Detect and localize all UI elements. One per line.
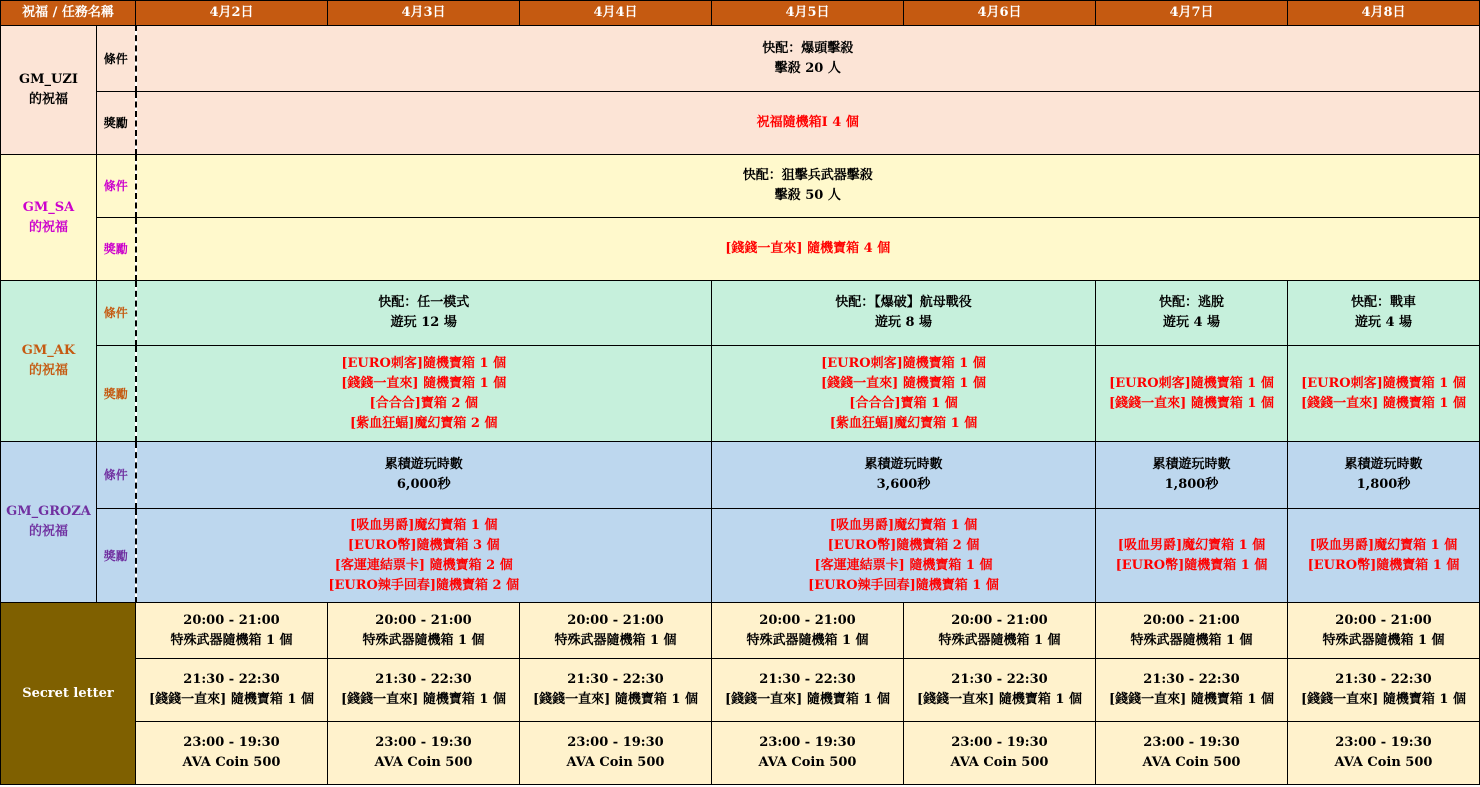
groza-reward-1-item: [吸血男爵]魔幻寶箱 1 個 bbox=[350, 517, 498, 533]
secret-slot1-apr5 bbox=[712, 603, 904, 659]
ak-condition-1-line1: 快配：任一模式 bbox=[378, 295, 470, 310]
ak-reward-3-item: [EURO刺客]隨機寶箱 1 個 bbox=[1109, 375, 1274, 391]
slot-time: 21:30 - 22:30 bbox=[375, 672, 472, 687]
groza-reward-apr5-6 bbox=[712, 509, 1096, 603]
ak-reward-apr8 bbox=[1288, 346, 1480, 442]
groza-condition-1-line1: 累積遊玩時數 bbox=[384, 457, 463, 472]
groza-reward-1-item: [EURO幣]隨機寶箱 3 個 bbox=[347, 537, 500, 553]
slot-time: 20:00 - 21:00 bbox=[1335, 612, 1432, 628]
sa-name-line1: GM_SA bbox=[22, 199, 75, 215]
sa-condition-line1: 快配：狙擊兵武器擊殺 bbox=[742, 168, 873, 183]
ak-reward-2-item: [合合合]寶箱 1 個 bbox=[849, 395, 958, 411]
uzi-condition-line2: 擊殺 20 人 bbox=[774, 60, 841, 76]
slot-reward: 特殊武器隨機箱 1 個 bbox=[746, 632, 869, 648]
groza-reward-2-item: [EURO幣]隨機寶箱 2 個 bbox=[827, 537, 980, 553]
slot-reward: AVA Coin 500 bbox=[374, 755, 473, 770]
slot-reward: 特殊武器隨機箱 1 個 bbox=[362, 632, 485, 648]
slot-reward: 特殊武器隨機箱 1 個 bbox=[1322, 632, 1445, 648]
uzi-condition bbox=[136, 26, 1480, 92]
uzi-reward: 祝福隨機箱I 4 個 bbox=[136, 92, 1480, 155]
groza-reward-label: 獎勵 bbox=[97, 509, 136, 603]
slot-reward: 特殊武器隨機箱 1 個 bbox=[554, 632, 677, 648]
uzi-name-line2: 的祝福 bbox=[28, 92, 68, 107]
ak-condition-3-line1: 快配：逃脫 bbox=[1158, 295, 1224, 310]
secret-slot1-apr3 bbox=[328, 603, 520, 659]
ak-reward-1-item: [錢錢一直來] 隨機寶箱 1 個 bbox=[341, 375, 507, 391]
groza-reward-3-item: [EURO幣]隨機寶箱 1 個 bbox=[1115, 557, 1268, 573]
ak-condition-2-line2: 遊玩 8 場 bbox=[874, 315, 933, 330]
groza-reward-3-item: [吸血男爵]魔幻寶箱 1 個 bbox=[1117, 537, 1266, 553]
ak-blessing-name bbox=[1, 281, 97, 442]
date-header-apr2: 4月2日 bbox=[136, 1, 328, 26]
secret-slot1-apr6 bbox=[904, 603, 1096, 659]
groza-condition-apr2-4 bbox=[136, 442, 712, 509]
groza-condition-label: 條件 bbox=[97, 442, 136, 509]
groza-condition-3-line2: 1,800秒 bbox=[1164, 477, 1219, 492]
secret-slot2-apr7 bbox=[1096, 659, 1288, 722]
slot-reward: AVA Coin 500 bbox=[182, 755, 281, 770]
secret-slot3-apr4 bbox=[520, 722, 712, 785]
ak-reward-apr2-4 bbox=[136, 346, 712, 442]
slot-time: 21:30 - 22:30 bbox=[951, 672, 1048, 687]
uzi-blessing-name bbox=[1, 26, 97, 155]
groza-name-line1: GM_GROZA bbox=[6, 504, 91, 519]
uzi-condition-line1: 快配：爆頭擊殺 bbox=[762, 40, 854, 56]
sa-condition-line2: 擊殺 50 人 bbox=[774, 188, 841, 203]
slot-time: 23:00 - 19:30 bbox=[375, 735, 472, 750]
slot-reward: AVA Coin 500 bbox=[950, 755, 1049, 770]
secret-slot2-apr6 bbox=[904, 659, 1096, 722]
slot-time: 20:00 - 21:00 bbox=[183, 612, 280, 628]
sa-blessing-name bbox=[1, 155, 97, 281]
slot-time: 23:00 - 19:30 bbox=[951, 735, 1048, 750]
uzi-condition-label: 條件 bbox=[97, 26, 136, 92]
date-header-apr8: 4月8日 bbox=[1288, 1, 1480, 26]
slot-reward: 特殊武器隨機箱 1 個 bbox=[938, 632, 1061, 648]
slot-time: 20:00 - 21:00 bbox=[951, 612, 1048, 628]
slot-time: 23:00 - 19:30 bbox=[759, 735, 856, 750]
sa-condition-row bbox=[1, 155, 1480, 218]
groza-reward-2-item: [客運連結票卡] 隨機寶箱 1 個 bbox=[814, 557, 993, 573]
groza-condition-4-line2: 1,800秒 bbox=[1356, 477, 1411, 492]
secret-slot3-apr2 bbox=[136, 722, 328, 785]
groza-reward-apr8 bbox=[1288, 509, 1480, 603]
slot-reward: 特殊武器隨機箱 1 個 bbox=[1130, 632, 1253, 648]
groza-blessing-name bbox=[1, 442, 97, 603]
ak-name-line1: GM_AK bbox=[21, 343, 76, 358]
groza-name-line2: 的祝福 bbox=[28, 524, 68, 539]
ak-reward-1-item: [紫血狂蝠]魔幻寶箱 2 個 bbox=[350, 415, 498, 431]
secret-slot2-apr3 bbox=[328, 659, 520, 722]
slot-reward: [錢錢一直來] 隨機寶箱 1 個 bbox=[149, 692, 314, 707]
sa-name-line2: 的祝福 bbox=[28, 219, 68, 235]
slot-time: 21:30 - 22:30 bbox=[567, 672, 664, 687]
ak-reward-row bbox=[1, 346, 1480, 442]
secret-slot1-apr4 bbox=[520, 603, 712, 659]
groza-reward-1-item: [客運連結票卡] 隨機寶箱 2 個 bbox=[334, 557, 513, 573]
ak-condition-apr5-6 bbox=[712, 281, 1096, 346]
groza-condition-apr7 bbox=[1096, 442, 1288, 509]
slot-reward: [錢錢一直來] 隨機寶箱 1 個 bbox=[917, 692, 1082, 707]
ak-reward-4-item: [錢錢一直來] 隨機寶箱 1 個 bbox=[1301, 395, 1466, 411]
date-header-apr4: 4月4日 bbox=[520, 1, 712, 26]
groza-reward-apr7 bbox=[1096, 509, 1288, 603]
slot-reward: AVA Coin 500 bbox=[758, 755, 857, 770]
secret-slot1-apr8 bbox=[1288, 603, 1480, 659]
secret-slot3-row bbox=[1, 722, 1480, 785]
slot-time: 21:30 - 22:30 bbox=[759, 672, 856, 687]
secret-slot3-apr3 bbox=[328, 722, 520, 785]
slot-time: 23:00 - 19:30 bbox=[567, 735, 664, 750]
ak-name-line2: 的祝福 bbox=[28, 363, 68, 378]
slot-time: 20:00 - 21:00 bbox=[375, 612, 472, 628]
ak-reward-label: 獎勵 bbox=[97, 346, 136, 442]
secret-slot3-apr6 bbox=[904, 722, 1096, 785]
groza-reward-row bbox=[1, 509, 1480, 603]
groza-reward-2-item: [EURO辣手回春]隨機寶箱 1 個 bbox=[808, 577, 999, 593]
slot-time: 21:30 - 22:30 bbox=[1143, 672, 1240, 687]
groza-condition-2-line1: 累積遊玩時數 bbox=[864, 457, 943, 472]
groza-condition-4-line1: 累積遊玩時數 bbox=[1344, 457, 1423, 472]
slot-time: 23:00 - 19:30 bbox=[183, 735, 280, 750]
ak-condition-apr7 bbox=[1096, 281, 1288, 346]
sa-condition-label: 條件 bbox=[97, 155, 136, 218]
secret-slot1-row bbox=[1, 603, 1480, 659]
slot-reward: [錢錢一直來] 隨機寶箱 1 個 bbox=[341, 692, 506, 707]
ak-reward-2-item: [紫血狂蝠]魔幻寶箱 1 個 bbox=[829, 415, 978, 431]
ak-condition-apr2-4 bbox=[136, 281, 712, 346]
sa-reward-label: 獎勵 bbox=[97, 218, 136, 281]
slot-reward: [錢錢一直來] 隨機寶箱 1 個 bbox=[533, 692, 698, 707]
date-header-apr5: 4月5日 bbox=[712, 1, 904, 26]
secret-slot1-apr2 bbox=[136, 603, 328, 659]
ak-reward-1-item: [EURO刺客]隨機寶箱 1 個 bbox=[341, 355, 507, 371]
groza-reward-4-item: [吸血男爵]魔幻寶箱 1 個 bbox=[1309, 537, 1458, 553]
slot-reward: AVA Coin 500 bbox=[1334, 755, 1433, 770]
date-header-apr6: 4月6日 bbox=[904, 1, 1096, 26]
ak-condition-3-line2: 遊玩 4 場 bbox=[1162, 315, 1221, 330]
groza-condition-3-line1: 累積遊玩時數 bbox=[1152, 457, 1231, 472]
ak-condition-4-line1: 快配：戰車 bbox=[1350, 295, 1416, 310]
secret-letter-label: Secret letter bbox=[1, 603, 136, 785]
header-row bbox=[1, 1, 1480, 26]
secret-slot2-apr4 bbox=[520, 659, 712, 722]
ak-reward-2-item: [EURO刺客]隨機寶箱 1 個 bbox=[821, 355, 986, 371]
groza-condition-apr5-6 bbox=[712, 442, 1096, 509]
secret-slot3-apr8 bbox=[1288, 722, 1480, 785]
slot-time: 21:30 - 22:30 bbox=[183, 672, 280, 687]
uzi-condition-row bbox=[1, 26, 1480, 92]
slot-reward: AVA Coin 500 bbox=[566, 755, 665, 770]
slot-time: 20:00 - 21:00 bbox=[1143, 612, 1240, 628]
ak-condition-apr8 bbox=[1288, 281, 1480, 346]
slot-time: 20:00 - 21:00 bbox=[759, 612, 856, 628]
groza-reward-2-item: [吸血男爵]魔幻寶箱 1 個 bbox=[829, 517, 978, 533]
uzi-reward-label: 獎勵 bbox=[97, 92, 136, 155]
ak-reward-2-item: [錢錢一直來] 隨機寶箱 1 個 bbox=[821, 375, 986, 391]
ak-condition-4-line2: 遊玩 4 場 bbox=[1354, 315, 1413, 330]
sa-condition bbox=[136, 155, 1480, 218]
ak-reward-apr5-6 bbox=[712, 346, 1096, 442]
secret-slot2-apr5 bbox=[712, 659, 904, 722]
ak-condition-1-line2: 遊玩 12 場 bbox=[390, 315, 457, 330]
ak-condition-label: 條件 bbox=[97, 281, 136, 346]
groza-condition-2-line2: 3,600秒 bbox=[876, 477, 931, 492]
ak-reward-4-item: [EURO刺客]隨機寶箱 1 個 bbox=[1301, 375, 1466, 391]
slot-time: 23:00 - 19:30 bbox=[1335, 735, 1432, 750]
ak-reward-1-item: [合合合]寶箱 2 個 bbox=[369, 395, 478, 411]
secret-slot3-apr7 bbox=[1096, 722, 1288, 785]
secret-slot2-row bbox=[1, 659, 1480, 722]
groza-condition-row bbox=[1, 442, 1480, 509]
slot-time: 20:00 - 21:00 bbox=[567, 612, 664, 628]
uzi-reward-row bbox=[1, 92, 1480, 155]
groza-reward-apr2-4 bbox=[136, 509, 712, 603]
secret-slot1-apr7 bbox=[1096, 603, 1288, 659]
secret-slot3-apr5 bbox=[712, 722, 904, 785]
slot-time: 21:30 - 22:30 bbox=[1335, 672, 1432, 687]
secret-slot2-apr2 bbox=[136, 659, 328, 722]
slot-reward: 特殊武器隨機箱 1 個 bbox=[170, 632, 293, 648]
ak-condition-2-line1: 快配：【爆破】航母戰役 bbox=[835, 295, 972, 310]
sa-reward-row bbox=[1, 218, 1480, 281]
date-header-apr3: 4月3日 bbox=[328, 1, 520, 26]
date-header-apr7: 4月7日 bbox=[1096, 1, 1288, 26]
slot-reward: [錢錢一直來] 隨機寶箱 1 個 bbox=[725, 692, 890, 707]
corner-header: 祝福 / 任務名稱 bbox=[1, 1, 136, 26]
sa-reward: [錢錢一直來] 隨機寶箱 4 個 bbox=[136, 218, 1480, 281]
groza-condition-apr8 bbox=[1288, 442, 1480, 509]
groza-reward-1-item: [EURO辣手回春]隨機寶箱 2 個 bbox=[328, 577, 520, 593]
groza-reward-4-item: [EURO幣]隨機寶箱 1 個 bbox=[1307, 557, 1460, 573]
uzi-name-line1: GM_UZI bbox=[19, 72, 78, 87]
ak-reward-apr7 bbox=[1096, 346, 1288, 442]
slot-time: 23:00 - 19:30 bbox=[1143, 735, 1240, 750]
slot-reward: [錢錢一直來] 隨機寶箱 1 個 bbox=[1301, 692, 1466, 707]
secret-slot2-apr8 bbox=[1288, 659, 1480, 722]
ak-condition-row bbox=[1, 281, 1480, 346]
groza-condition-1-line2: 6,000秒 bbox=[396, 477, 451, 492]
ak-reward-3-item: [錢錢一直來] 隨機寶箱 1 個 bbox=[1109, 395, 1274, 411]
slot-reward: [錢錢一直來] 隨機寶箱 1 個 bbox=[1109, 692, 1274, 707]
slot-reward: AVA Coin 500 bbox=[1142, 755, 1241, 770]
